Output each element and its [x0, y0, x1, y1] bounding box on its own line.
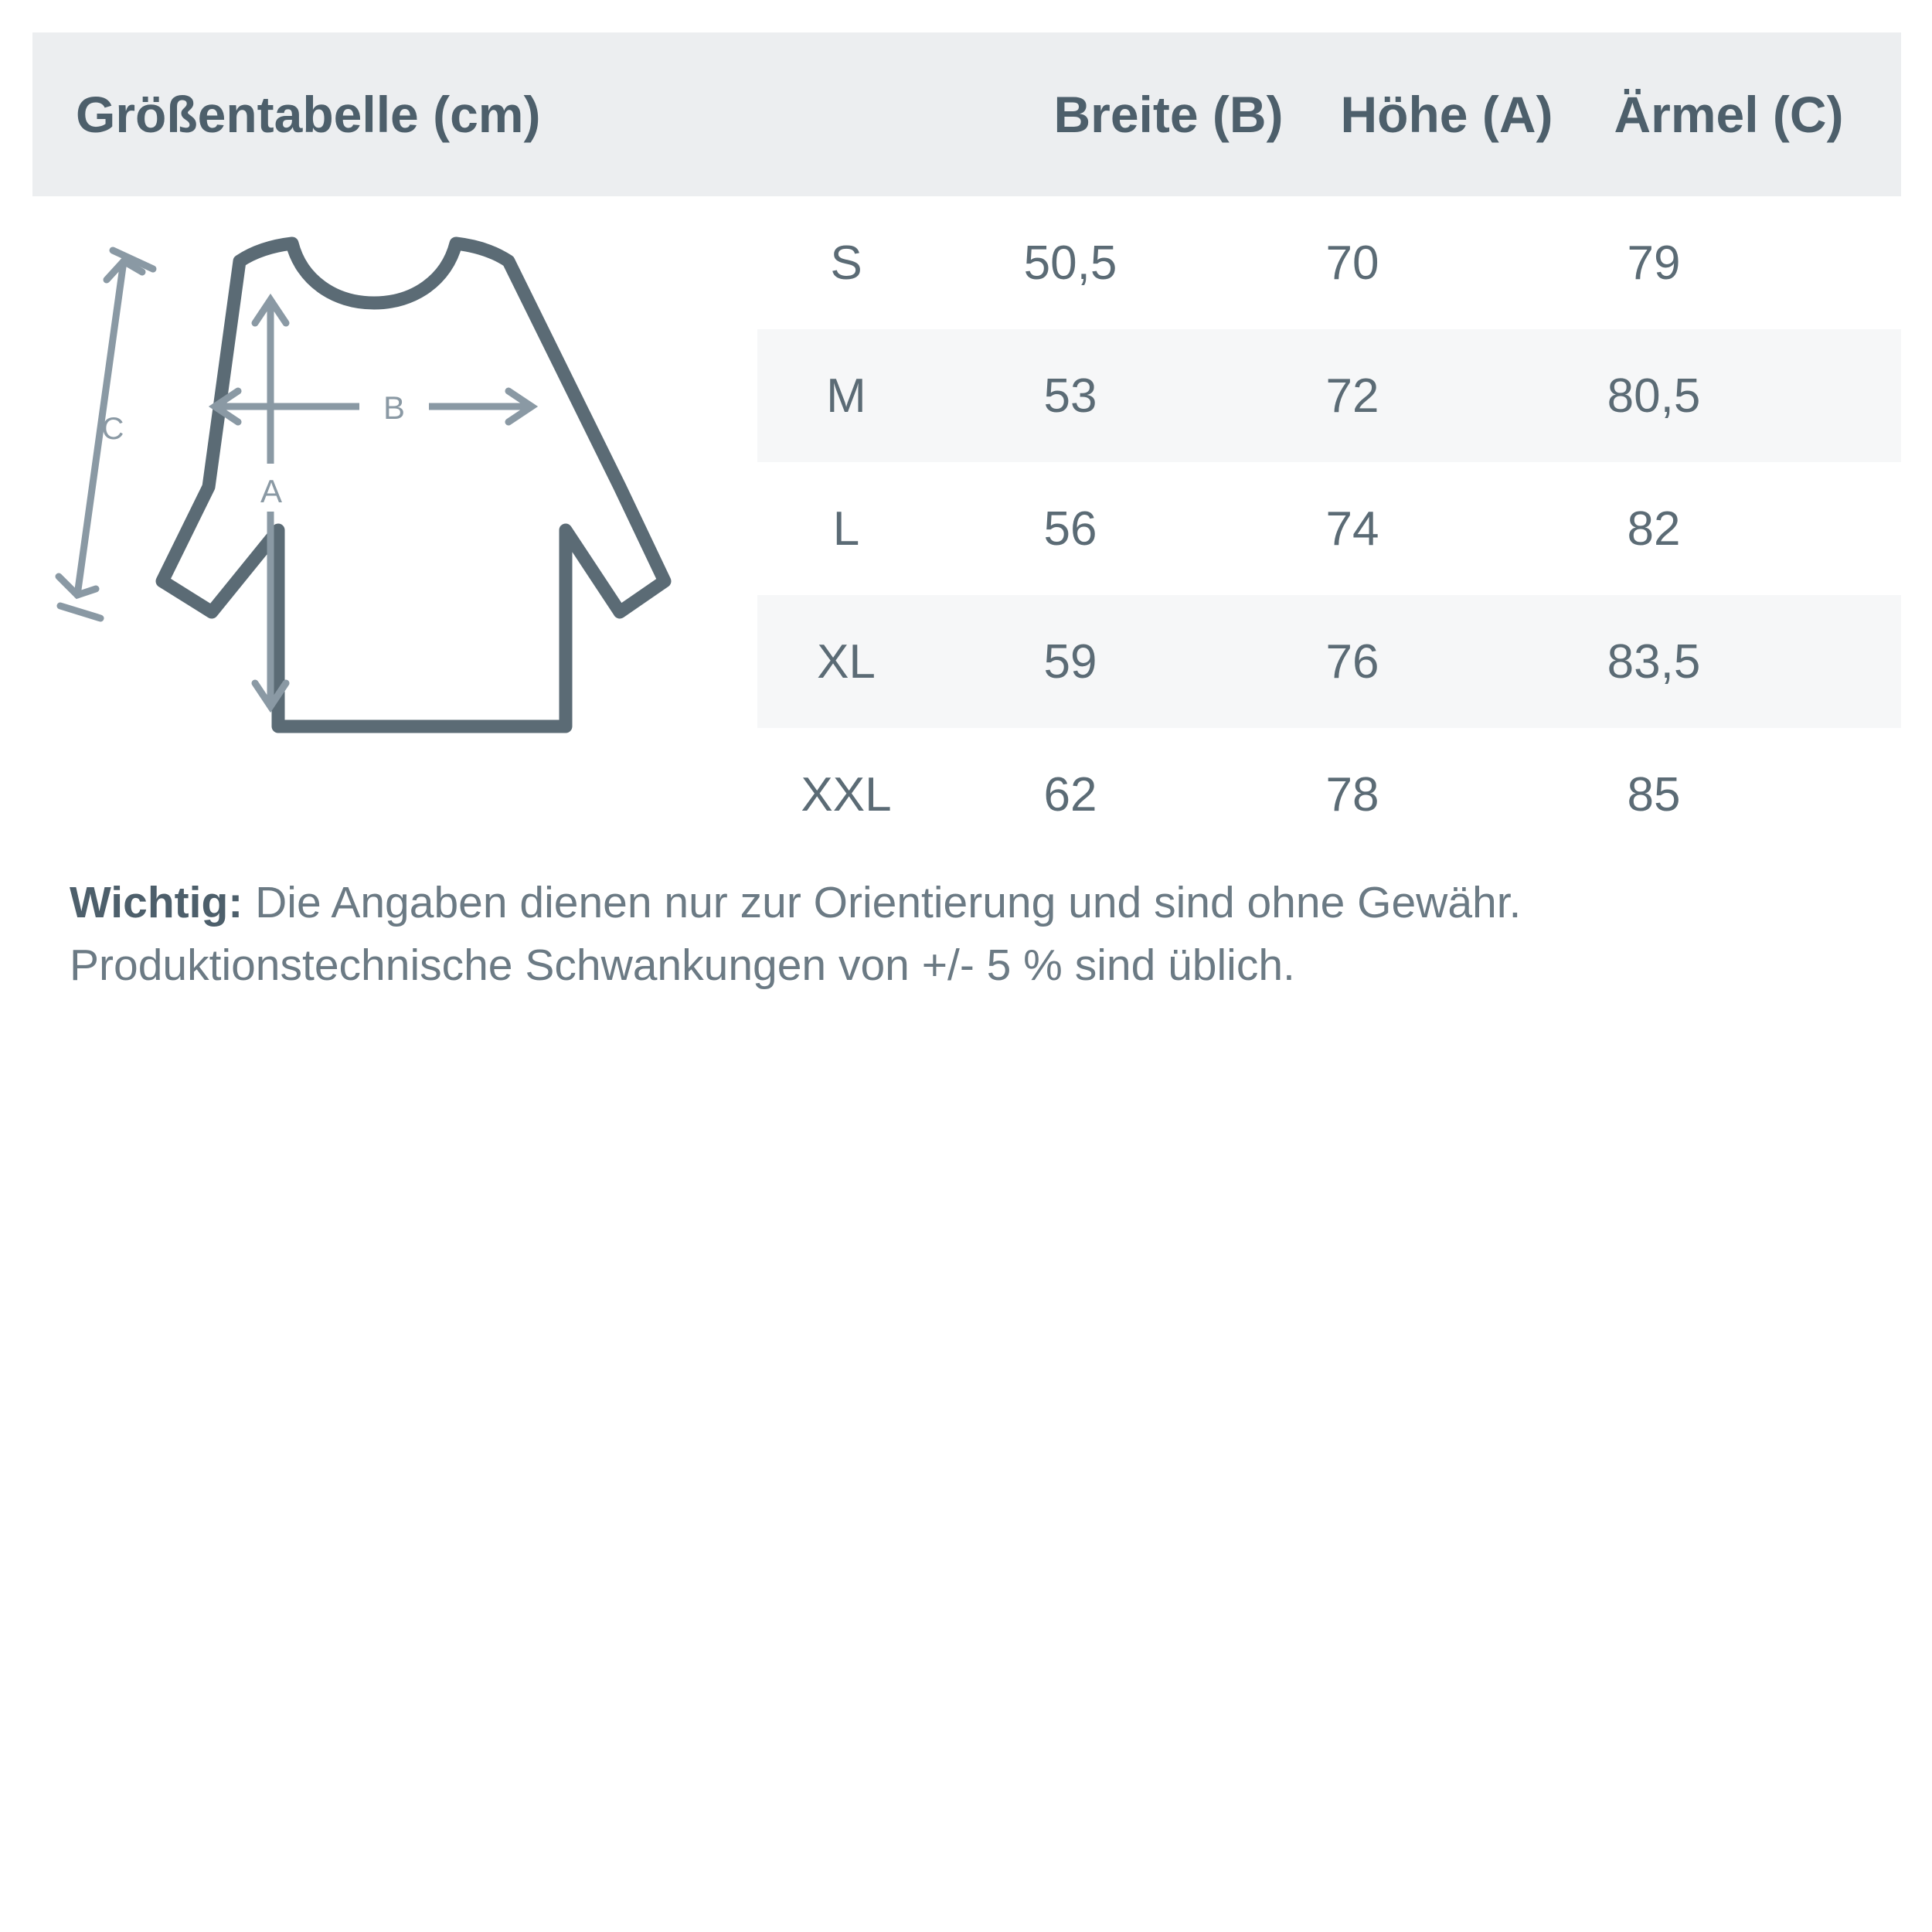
cell-sleeve: 80,5 — [1607, 369, 1701, 423]
width-label: B — [383, 389, 406, 426]
cell-width: 62 — [1043, 767, 1097, 821]
cell-width: 53 — [1043, 369, 1097, 423]
disclaimer-text: Die Angaben dienen nur zur Orientierung und sind ohne Gewähr. Produktionstechnische Schwankungen von +/- 5 % sind üblich. — [70, 878, 1522, 990]
column-header-height: Höhe (A) — [1340, 86, 1553, 143]
table-row — [757, 329, 1901, 462]
column-headers — [1029, 32, 1872, 196]
page-title: Größentabelle (cm) — [76, 86, 541, 143]
height-label: A — [260, 473, 283, 509]
table-row — [757, 196, 1901, 329]
cell-size: XL — [817, 634, 876, 689]
cell-width: 56 — [1043, 502, 1097, 556]
cell-sleeve: 83,5 — [1607, 634, 1701, 689]
cell-height: 76 — [1325, 634, 1379, 689]
cell-height: 70 — [1325, 236, 1379, 290]
size-chart-header — [32, 32, 1901, 196]
sweater-outline-icon — [162, 243, 665, 726]
column-header-width: Breite (B) — [1053, 86, 1284, 143]
cell-height: 74 — [1325, 502, 1379, 556]
cell-height: 78 — [1325, 767, 1379, 821]
table-row — [757, 462, 1901, 595]
cell-sleeve: 85 — [1627, 767, 1681, 821]
cell-sleeve: 82 — [1627, 502, 1681, 556]
cell-height: 72 — [1325, 369, 1379, 423]
sleeve-label: C — [101, 412, 124, 446]
column-header-sleeve: Ärmel (C) — [1614, 86, 1844, 143]
cell-size: S — [830, 236, 862, 290]
cell-size: XXL — [801, 767, 892, 821]
table-row — [757, 595, 1901, 728]
cell-width: 59 — [1043, 634, 1097, 689]
longsleeve-illustration — [46, 232, 742, 819]
disclaimer-lead: Wichtig: — [70, 878, 243, 927]
cell-size: L — [832, 502, 860, 556]
cell-size: M — [826, 369, 866, 423]
cell-sleeve: 79 — [1627, 236, 1681, 290]
disclaimer-note — [70, 872, 1878, 997]
size-table — [757, 196, 1901, 861]
cell-width: 50,5 — [1023, 236, 1117, 290]
table-row — [757, 728, 1901, 861]
